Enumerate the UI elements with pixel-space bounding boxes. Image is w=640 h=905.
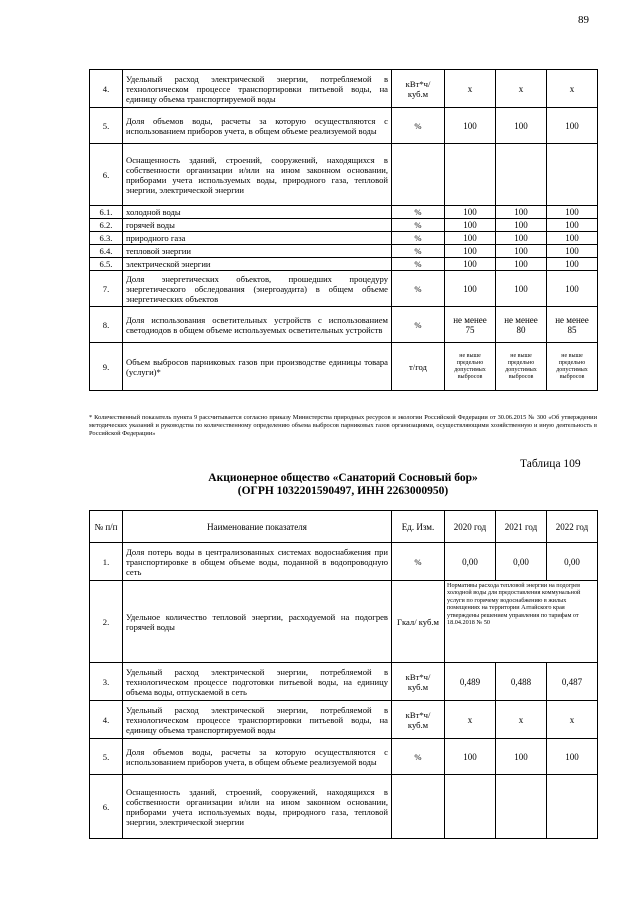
row-description: Доля энергетических объектов, прошедших процедуру энергетического обследования (энергоаудита) в общем объеме энергетических объектов [123, 271, 392, 307]
value-2020: 100 [445, 206, 496, 219]
table-label: Таблица 109 [520, 458, 581, 470]
row-number: 3. [90, 663, 123, 701]
row-unit: кВт*ч/ куб.м [392, 663, 445, 701]
value-2021: 0,00 [496, 543, 547, 581]
row-description: Оснащенность зданий, строений, сооружений, находящихся в собственности организации и/или на ином законном основании, приборами учета используемых воды, природного газа, тепловой энергии, электрической энергии [123, 144, 392, 206]
row-unit [392, 144, 445, 206]
value-2020: не менее 75 [445, 307, 496, 343]
value-2021: 100 [496, 271, 547, 307]
header-unit: Ед. Изм. [392, 511, 445, 543]
value-2021: 100 [496, 206, 547, 219]
table-row [90, 108, 598, 144]
header-number: № п/п [90, 511, 123, 543]
value-2020: 100 [445, 245, 496, 258]
organization-title [89, 472, 597, 498]
table-row [90, 775, 598, 839]
header-2021: 2021 год [496, 511, 547, 543]
value-2022: 100 [547, 219, 598, 232]
row-description: Удельный расход электрической энергии, потребляемой в технологическом процессе транспортировки питьевой воды, на единицу объема транспортируемой воды [123, 70, 392, 108]
table-row [90, 343, 598, 391]
value-2021: 100 [496, 108, 547, 144]
table-row [90, 219, 598, 232]
value-2022: 100 [547, 245, 598, 258]
value-2020: 100 [445, 219, 496, 232]
row-description: Удельный расход электрической энергии, потребляемой в технологическом процессе подготовки питьевой воды, на единицу объема воды, отпускаемой в сеть [123, 663, 392, 701]
value-2020: 0,489 [445, 663, 496, 701]
row-unit: % [392, 739, 445, 775]
table-row [90, 543, 598, 581]
value-2021: 100 [496, 219, 547, 232]
value-2021: 100 [496, 245, 547, 258]
row-number: 5. [90, 739, 123, 775]
row-description: Доля использования осветительных устройств с использованием светодиодов в общем объеме используемых осветительных устройств [123, 307, 392, 343]
table-row [90, 739, 598, 775]
normative-note: Нормативы расхода тепловой энергии на подогрев холодной воды для предоставления коммунальной услуги по горячему водоснабжению в жилых помещениях на территории Алтайского края утверждены решением управления по тарифам от 18.04.2018 № 50 [445, 581, 598, 663]
value-2022: 100 [547, 271, 598, 307]
row-unit: % [392, 206, 445, 219]
row-unit: т/год [392, 343, 445, 391]
row-unit: % [392, 245, 445, 258]
indicators-table-top [89, 69, 598, 391]
row-number: 6. [90, 775, 123, 839]
row-number: 8. [90, 307, 123, 343]
value-2021: 100 [496, 739, 547, 775]
row-description: Удельное количество тепловой энергии, расходуемой на подогрев горячей воды [123, 581, 392, 663]
row-number: 1. [90, 543, 123, 581]
table-row [90, 144, 598, 206]
value-2020 [445, 775, 496, 839]
row-description: электрической энергии [123, 258, 392, 271]
value-2022: х [547, 70, 598, 108]
value-2021: 0,488 [496, 663, 547, 701]
value-2020: х [445, 701, 496, 739]
row-description: Доля объемов воды, расчеты за которую осуществляются с использованием приборов учета, в общем объеме реализуемой воды [123, 108, 392, 144]
row-unit: % [392, 232, 445, 245]
row-description: горячей воды [123, 219, 392, 232]
value-2020: не выше предельно допустимых выбросов [445, 343, 496, 391]
row-unit: % [392, 271, 445, 307]
indicators-table-bottom [89, 510, 598, 839]
table-row [90, 206, 598, 219]
value-2020: 100 [445, 739, 496, 775]
row-number: 7. [90, 271, 123, 307]
value-2021: х [496, 701, 547, 739]
value-2022: 100 [547, 258, 598, 271]
value-2021: не менее 80 [496, 307, 547, 343]
row-unit: Гкал/ куб.м [392, 581, 445, 663]
row-description: Объем выбросов парниковых газов при производстве единицы товара (услуги)* [123, 343, 392, 391]
value-2022: не менее 85 [547, 307, 598, 343]
row-number: 6.3. [90, 232, 123, 245]
row-number: 4. [90, 70, 123, 108]
header-2020: 2020 год [445, 511, 496, 543]
row-number: 6.2. [90, 219, 123, 232]
value-2020: 100 [445, 258, 496, 271]
table-row [90, 70, 598, 108]
row-number: 6. [90, 144, 123, 206]
value-2020: х [445, 70, 496, 108]
value-2022: не выше предельно допустимых выбросов [547, 343, 598, 391]
value-2020 [445, 144, 496, 206]
table-row [90, 271, 598, 307]
row-unit: % [392, 543, 445, 581]
row-number: 9. [90, 343, 123, 391]
value-2022: 100 [547, 108, 598, 144]
row-description: Удельный расход электрической энергии, потребляемой в технологическом процессе транспортировки питьевой воды, на единицу объема транспортируемой воды [123, 701, 392, 739]
row-description: природного газа [123, 232, 392, 245]
value-2020: 100 [445, 108, 496, 144]
value-2021: 100 [496, 258, 547, 271]
table-row [90, 232, 598, 245]
row-number: 6.5. [90, 258, 123, 271]
value-2022: х [547, 701, 598, 739]
value-2020: 0,00 [445, 543, 496, 581]
value-2022: 0,487 [547, 663, 598, 701]
table-row [90, 307, 598, 343]
row-unit: % [392, 307, 445, 343]
row-unit: % [392, 219, 445, 232]
value-2022: 100 [547, 206, 598, 219]
row-unit [392, 775, 445, 839]
table-row [90, 245, 598, 258]
row-number: 5. [90, 108, 123, 144]
organization-ids: (ОГРН 1032201590497, ИНН 2263000950) [237, 485, 449, 497]
row-unit: кВт*ч/ куб.м [392, 701, 445, 739]
table-row [90, 581, 598, 663]
row-description: Доля объемов воды, расчеты за которую осуществляются с использованием приборов учета, в общем объеме реализуемой воды [123, 739, 392, 775]
row-description: Доля потерь воды в централизованных системах водоснабжения при транспортировке в общем объеме воды, поданной в водопроводную сеть [123, 543, 392, 581]
row-number: 4. [90, 701, 123, 739]
value-2021: х [496, 70, 547, 108]
value-2022: 0,00 [547, 543, 598, 581]
value-2020: 100 [445, 271, 496, 307]
value-2020: 100 [445, 232, 496, 245]
page-number: 89 [578, 14, 589, 26]
table-row [90, 663, 598, 701]
table-row [90, 258, 598, 271]
value-2022: 100 [547, 232, 598, 245]
value-2022 [547, 144, 598, 206]
header-name: Наименование показателя [123, 511, 392, 543]
value-2021: не выше предельно допустимых выбросов [496, 343, 547, 391]
row-description: Оснащенность зданий, строений, сооружений, находящихся в собственности организации и/или на ином законном основании, приборами учета используемых воды, природного газа, тепловой энергии, электрической энергии [123, 775, 392, 839]
row-description: холодной воды [123, 206, 392, 219]
organization-name: Акционерное общество «Санаторий Сосновый бор» [208, 472, 478, 484]
value-2021: 100 [496, 232, 547, 245]
row-number: 2. [90, 581, 123, 663]
row-number: 6.4. [90, 245, 123, 258]
value-2021 [496, 144, 547, 206]
value-2022: 100 [547, 739, 598, 775]
footnote: * Количественный показатель пункта 9 рассчитывается согласно приказу Министерства природных ресурсов и экологии Российской Федерации от 30.06.2015 № 300 «Об утверждении методических указаний и руководства по количественному определению объема выбросов парниковых газов организациями, осуществляющими хозяйственную и иную деятельность в Российской Федерации» [89, 414, 597, 437]
row-description: тепловой энергии [123, 245, 392, 258]
row-unit: % [392, 258, 445, 271]
row-number: 6.1. [90, 206, 123, 219]
row-unit: кВт*ч/ куб.м [392, 70, 445, 108]
value-2022 [547, 775, 598, 839]
table-header-row [90, 511, 598, 543]
header-2022: 2022 год [547, 511, 598, 543]
value-2021 [496, 775, 547, 839]
row-unit: % [392, 108, 445, 144]
table-row [90, 701, 598, 739]
